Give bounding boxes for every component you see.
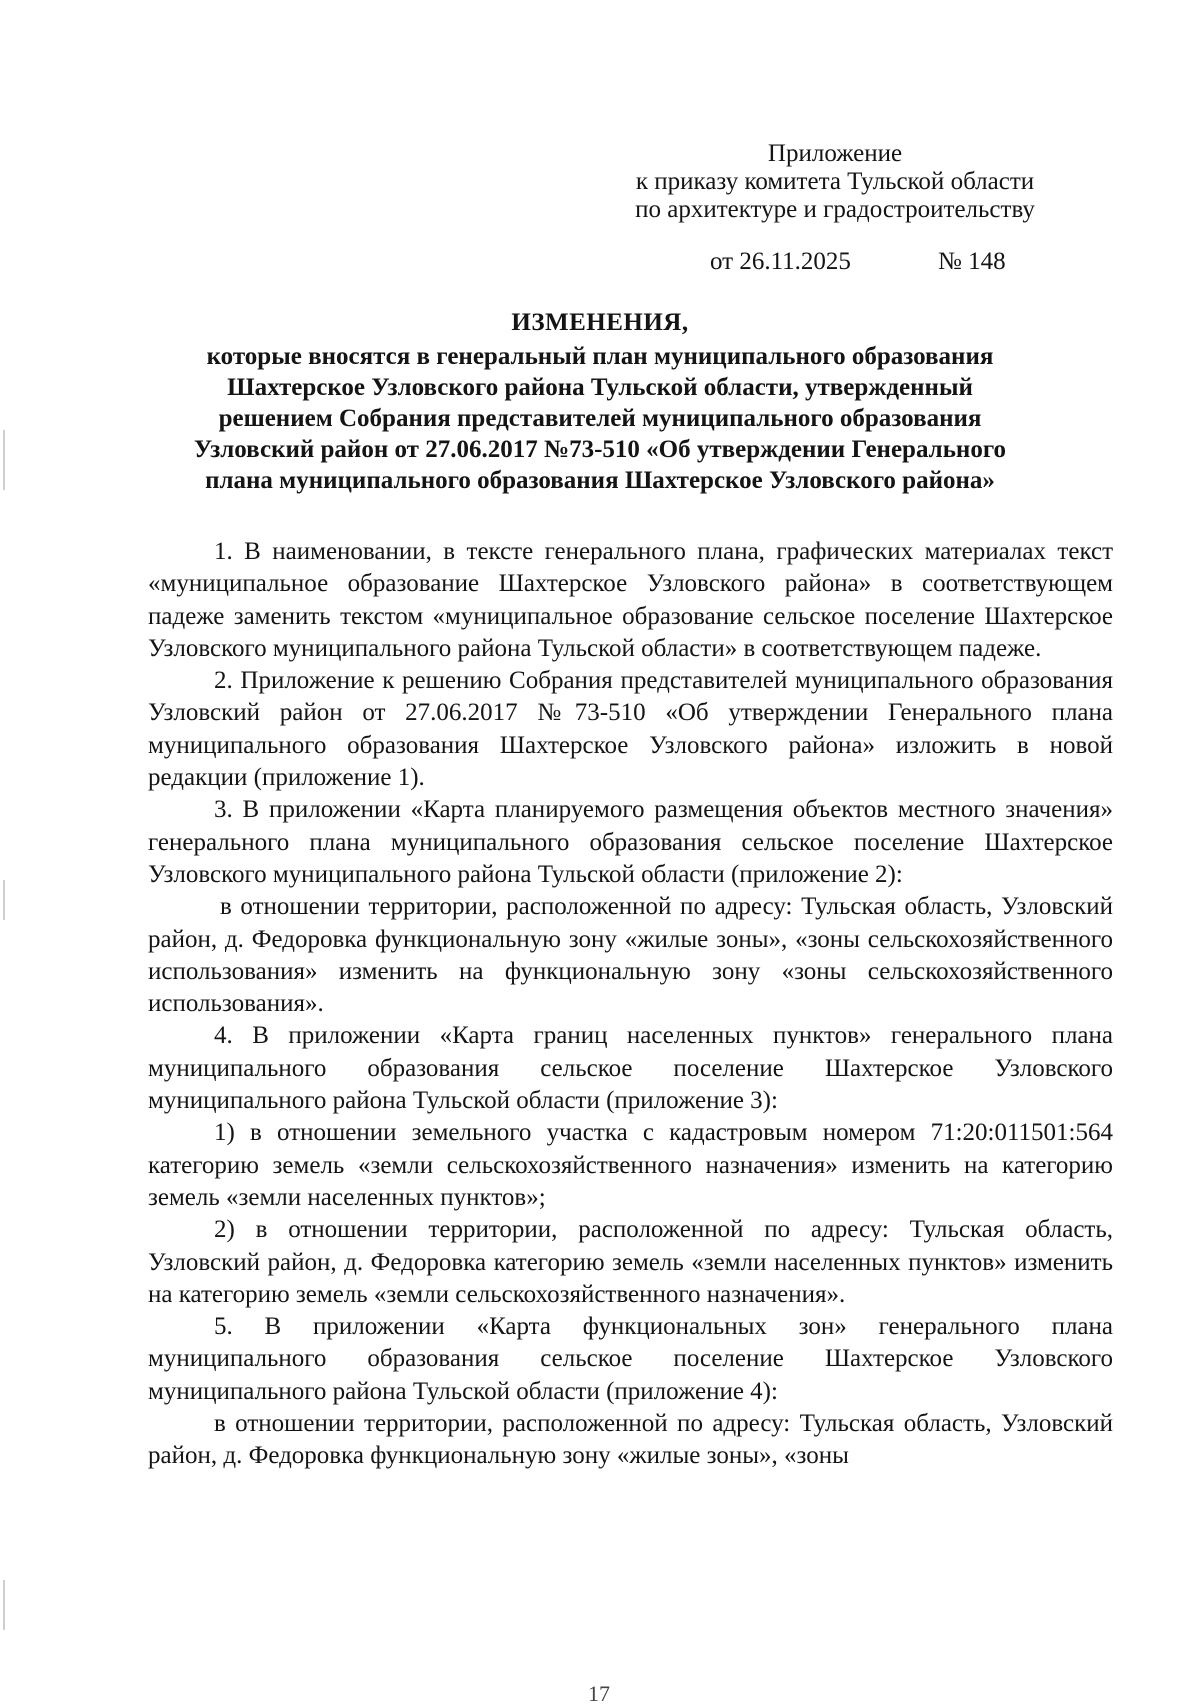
paragraph-5: 5. В приложении «Карта функциональных зон» генерального плана муниципального образования сельское поселение Шахтерское Узловского муниципального района Тульской области (приложение 4): — [148, 1313, 1113, 1405]
paragraph-4-item-1: 1) в отношении земельного участка с кадастровым номером 71:20:011501:564 категорию земель «земли сельскохозяйственного назначения» изменить на категорию земель «земли населенных пунктов»; — [148, 1119, 1113, 1211]
attachment-committee: по архитектуре и градостроительству — [635, 196, 1035, 223]
scan-edge-mark — [3, 1580, 5, 1630]
paragraph-4-item-2: 2) в отношении территории, расположенной по адресу: Тульская область, Узловский район, д. Федоровка категорию земель «земли населенных пунктов» изменить на категорию земель «земли сельскохозяйственного назначения». — [148, 1216, 1113, 1308]
attachment-label: Приложение — [767, 140, 903, 167]
paragraph-2: 2. Приложение к решению Собрания представителей муниципального образования Узловский район от 27.06.2017 №73-510 «Об утверждении Генерального плана муниципального образования Шахтерское Узловского района» изложить в новой редакции (приложение 1). — [148, 667, 1113, 792]
attachment-order-ref: к приказу комитета Тульской области — [635, 168, 1035, 195]
title-heading: ИЗМЕНЕНИЯ, — [511, 309, 689, 336]
paragraph-5-territory: в отношении территории, расположенной по адресу: Тульская область, Узловский район, д. Федоровка функциональную зону «жилые зоны», «зоны — [148, 1410, 1113, 1470]
order-date: от 26.11.2025 — [710, 248, 851, 275]
title-line: Узловский район от 27.06.2017 №73-510 «Об утверждении Генерального — [193, 436, 1007, 463]
attachment-header — [600, 140, 1070, 224]
paragraph-1: 1. В наименовании, в тексте генерального плана, графических материалах текст «муниципальное образование Шахтерское Узловского района» в соответствующем падеже заменить текстом «муниципальное образование сельское поселение Шахтерское Узловского муниципального района Тульской области» в соответствующем падеже. — [148, 538, 1113, 662]
paragraph-3: 3. В приложении «Карта планируемого размещения объектов местного значения» генерального плана муниципального образования сельское поселение Шахтерское Узловского муниципального района Тульской области (приложение 2): — [148, 796, 1113, 888]
document-body — [148, 536, 1113, 1473]
title-line: Шахтерское Узловского района Тульской области, утвержденный — [227, 374, 973, 401]
order-number: № 148 — [938, 248, 1006, 275]
page-number: 17 — [588, 1681, 610, 1706]
title-line: плана муниципального образования Шахтерское Узловского района» — [205, 467, 995, 494]
scan-edge-mark — [3, 430, 5, 490]
scan-edge-mark — [3, 880, 5, 920]
title-line: решением Собрания представителей муниципального образования — [218, 405, 982, 432]
title-line: которые вносятся в генеральный план муниципального образования — [206, 343, 994, 370]
document-title — [130, 307, 1070, 496]
paragraph-4: 4. В приложении «Карта границ населенных пунктов» генерального плана муниципального образования сельское поселение Шахтерское Узловского муниципального района Тульской области (приложение 3): — [148, 1022, 1113, 1115]
paragraph-3-territory: в отношении территории, расположенной по адресу: Тульская область, Узловский район, д. Федоровка функциональную зону «жилые зоны», «зоны сельскохозяйственного использования» изменить на функциональную зону «зоны сельскохозяйственного использования». — [148, 893, 1113, 1018]
